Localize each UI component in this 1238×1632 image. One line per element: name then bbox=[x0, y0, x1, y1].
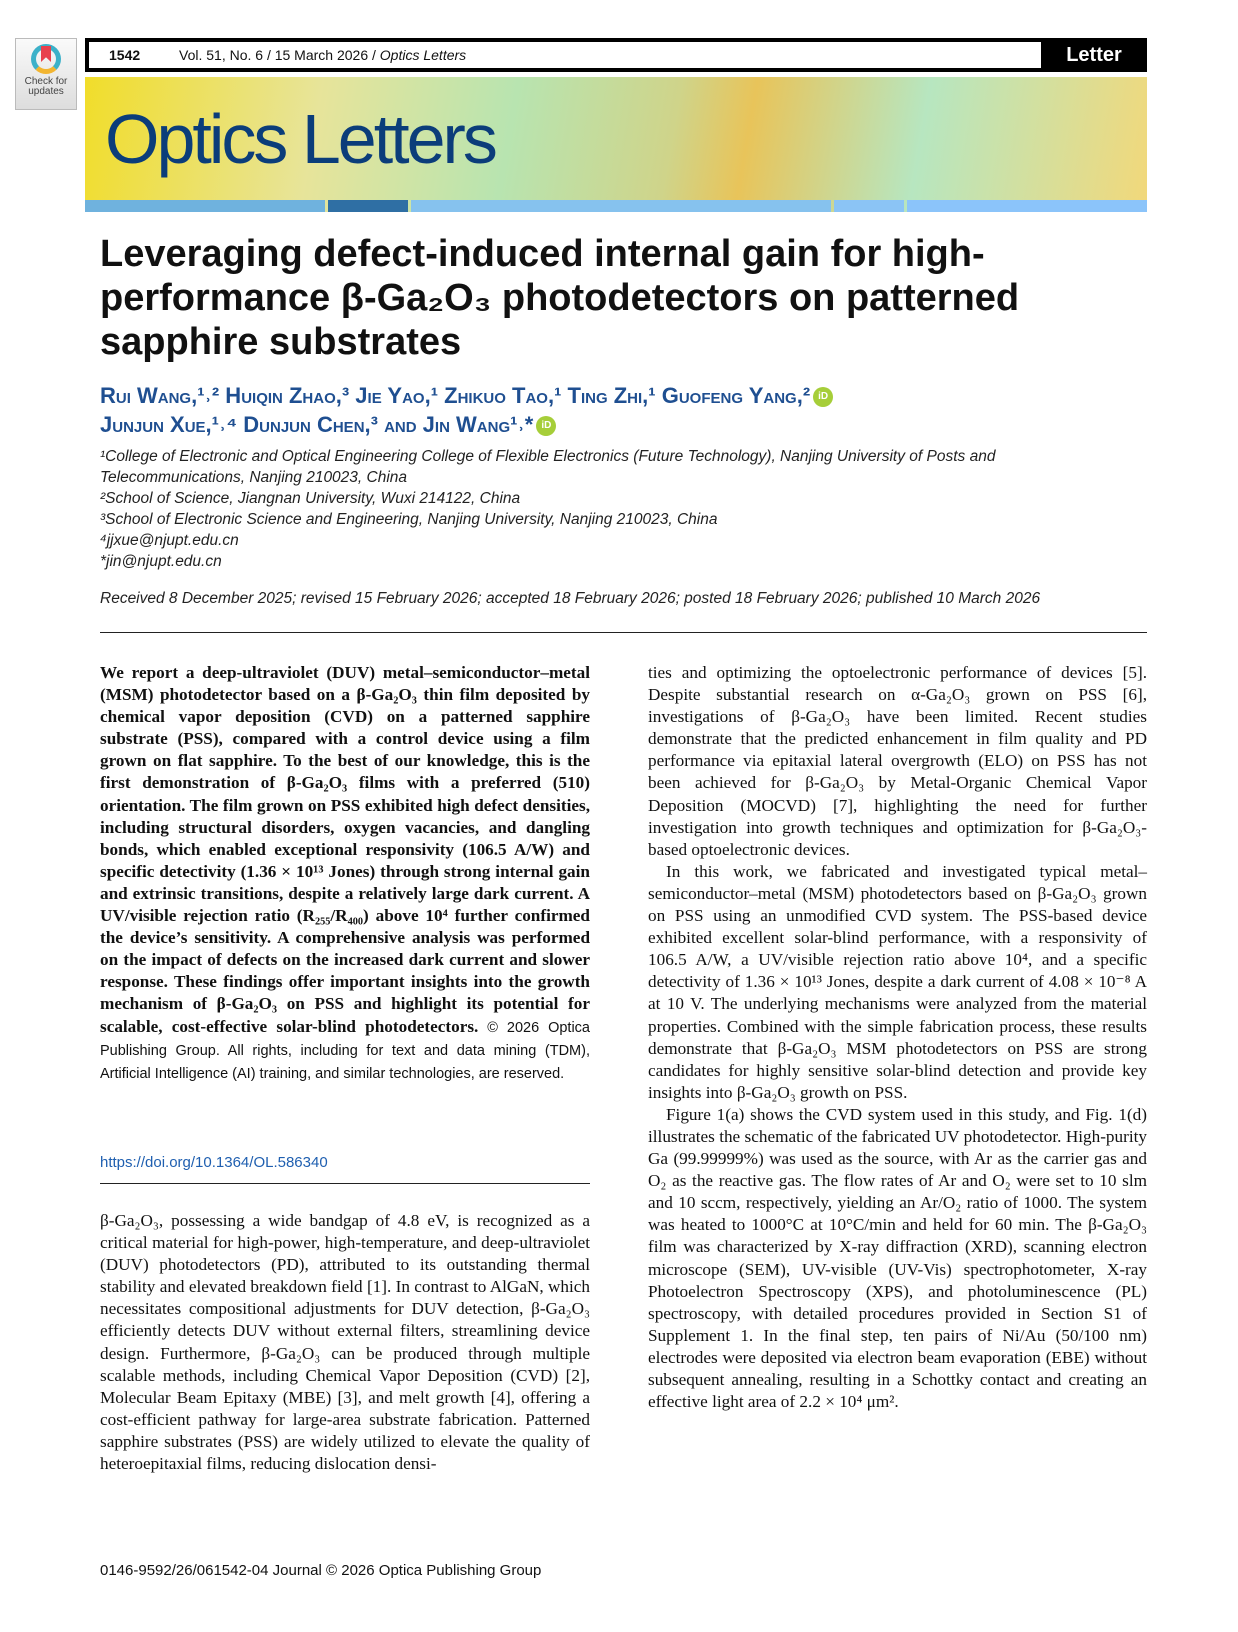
article-title: Leveraging defect-induced internal gain for high-performance β-Ga₂O₃ photodetectors on patterned sapphire substrates bbox=[100, 233, 1020, 363]
abstract-text: We report a deep-ultraviolet (DUV) metal–semiconductor–metal (MSM) photodetector based on a β-Ga₂O₃ thin film deposited by chemical vapor deposition (CVD) on a patterned sapphire substrate (PSS), compared with a control device using a film grown on flat sapphire. To the best of our knowledge, this is the first demonstration of β-Ga₂O₃ films with a preferred (510) orientation. The film grown on PSS exhibited high defect densities, including structural disorders, oxygen vacancies, and dangling bonds, which enabled exceptional responsivity (106.5 A/W) and specific detectivity (1.36 × 10¹³ Jones) through strong internal gain and extrinsic transitions, despite a relatively large dark current. A UV/visible rejection ratio (R₂₅₅/R₄₀₀) above 10⁴ further confirmed the device’s sensitivity. A comprehensive analysis was performed on the impact of defects on the increased dark current and slower response. These findings offer important insights into the growth mechanism of β-Ga₂O₃ on PSS and highlight its potential for scalable, cost-effective solar-blind photodetectors. bbox=[100, 663, 590, 1036]
running-header bbox=[85, 38, 1147, 72]
banner-strip bbox=[85, 200, 1147, 212]
author-names: Junjun Xue,¹˒⁴ Dunjun Chen,³ and Jin Wang¹˒* bbox=[100, 412, 534, 437]
body-right bbox=[648, 662, 1147, 1413]
volume-info bbox=[179, 47, 466, 63]
article-dates: Received 8 December 2025; revised 15 February 2026; accepted 18 February 2026; posted 18 February 2026; published 10 March 2026 bbox=[100, 590, 1041, 607]
author-names: Rui Wang,¹˒² Huiqin Zhao,³ Jie Yao,¹ Zhikuo Tao,¹ Ting Zhi,¹ Guofeng Yang,² bbox=[100, 383, 811, 408]
affiliation: ³School of Electronic Science and Engineering, Nanjing University, Nanjing 210023, China bbox=[100, 511, 718, 528]
check-for-updates-label: Check for updates bbox=[24, 76, 68, 97]
authors-line-1 bbox=[100, 383, 833, 409]
affiliation: ¹College of Electronic and Optical Engineering College of Flexible Electronics (Future Technology), Nanjing University of Posts and Telecommunications, Nanjing 210023, China bbox=[100, 448, 996, 486]
doi-link[interactable]: https://doi.org/10.1364/OL.586340 bbox=[100, 1154, 328, 1171]
body-paragraph: Figure 1(a) shows the CVD system used in this study, and Fig. 1(d) illustrates the schematic of the fabricated UV photodetector. High-purity Ga (99.99999%) was used as the source, with Ar as the carrier gas and O₂ as the reactive gas. The flow rates of Ar and O₂ were set to 10 slm and 10 sccm, respectively, yielding an Ar/O₂ ratio of 1000. The system was heated to 1000°C at 10°C/min and held for 60 min. The β-Ga₂O₃ film was characterized by X-ray diffraction (XRD), scanning electron microscope (SEM), UV-visible (UV-Vis) spectrophotometer, X-ray Photoelectron Spectroscopy (XPS), and photoluminescence (PL) spectroscopy, with detailed procedures provided in Section S1 of Supplement 1. In the final step, ten pairs of Ni/Au (50/100 nm) electrodes were deposited via electron beam evaporation (EBE) without subsequent annealing, resulting in a Schottky contact and creating an effective light area of 2.2 × 10⁴ μm². bbox=[648, 1104, 1147, 1412]
footer: 0146-9592/26/061542-04 Journal © 2026 Optica Publishing Group bbox=[100, 1562, 542, 1579]
orcid-icon[interactable]: iD bbox=[536, 416, 556, 436]
body-paragraph: ties and optimizing the optoelectronic performance of devices [5]. Despite substantial research on α-Ga₂O₃ grown on PSS [6], investigations of β-Ga₂O₃ have been limited. Recent studies demonstrate that the predicted enhancement in film quality and PD performance via epitaxial lateral overgrowth (ELO) on PSS has not been achieved for β-Ga₂O₃ by Metal-Organic Chemical Vapor Deposition (MOCVD) [7], highlighting the need for further investigation into growth techniques and optimization for β-Ga₂O₃-based optoelectronic devices. bbox=[648, 663, 1147, 859]
body-left bbox=[100, 1210, 590, 1475]
left-column bbox=[100, 662, 590, 1085]
bookmark-icon bbox=[31, 44, 61, 74]
page-number: 1542 bbox=[109, 47, 141, 63]
orcid-icon[interactable]: iD bbox=[813, 387, 833, 407]
divider bbox=[100, 1183, 590, 1184]
affiliation: ²School of Science, Jiangnan University, Wuxi 214122, China bbox=[100, 490, 521, 507]
divider bbox=[100, 632, 1147, 633]
copyright-notice: © 2026 Optica Publishing Group. All rights, including for text and data mining (TDM), Artificial Intelligence (AI) training, and similar technologies, are reserved. bbox=[100, 1019, 590, 1082]
check-for-updates-badge[interactable] bbox=[15, 38, 77, 110]
journal-banner bbox=[85, 77, 1147, 212]
body-paragraph: β-Ga₂O₃, possessing a wide bandgap of 4.8 eV, is recognized as a critical material for high-power, high-temperature, and deep-ultraviolet (DUV) photodetectors (PD), attributed to its outstanding thermal stability and elevated breakdown field [1]. In contrast to AlGaN, which necessitates compositional adjustments for DUV detection, β-Ga₂O₃ efficiently detects DUV without external filters, streamlining device design. Furthermore, β-Ga₂O₃ can be produced through multiple scalable methods, including Chemical Vapor Deposition (CVD) [2], Molecular Beam Epitaxy (MBE) [3], and melt growth [4], offering a cost-efficient pathway for large-area substrate fabrication. Patterned sapphire substrates (PSS) are widely utilized to elevate the quality of heteroepitaxial films, reducing dislocation densi- bbox=[100, 1211, 590, 1474]
affiliations bbox=[100, 446, 1140, 572]
body-paragraph: In this work, we fabricated and investigated typical metal–semiconductor–metal (MSM) photodetectors based on β-Ga₂O₃ grown on PSS using an unmodified CVD system. The PSS-based device exhibited excellent solar-blind performance, with a responsivity of 106.5 A/W, a UV/visible rejection ratio above 10⁴, and a specific detectivity of 1.36 × 10¹³ Jones, despite a dark current of 4.08 × 10⁻⁸ A at 10 V. The underlying mechanisms were analyzed from the material properties. Combined with the simple fabrication process, these results demonstrate that β-Ga₂O₃ MSM photodetectors on PSS are strong candidates for highly sensitive solar-blind detection and provide key insights into β-Ga₂O₃ growth on PSS. bbox=[648, 861, 1147, 1102]
journal-name: Optics Letters bbox=[379, 47, 467, 63]
email[interactable]: *jin@njupt.edu.cn bbox=[100, 553, 222, 570]
volume-text: Vol. 51, No. 6 / 15 March 2026 / bbox=[179, 47, 380, 63]
article-type: Letter bbox=[1041, 38, 1147, 72]
journal-logo: Optics Letters bbox=[105, 100, 495, 178]
authors-line-2 bbox=[100, 412, 556, 438]
email[interactable]: ⁴jjxue@njupt.edu.cn bbox=[100, 532, 239, 549]
abstract bbox=[100, 662, 590, 1085]
